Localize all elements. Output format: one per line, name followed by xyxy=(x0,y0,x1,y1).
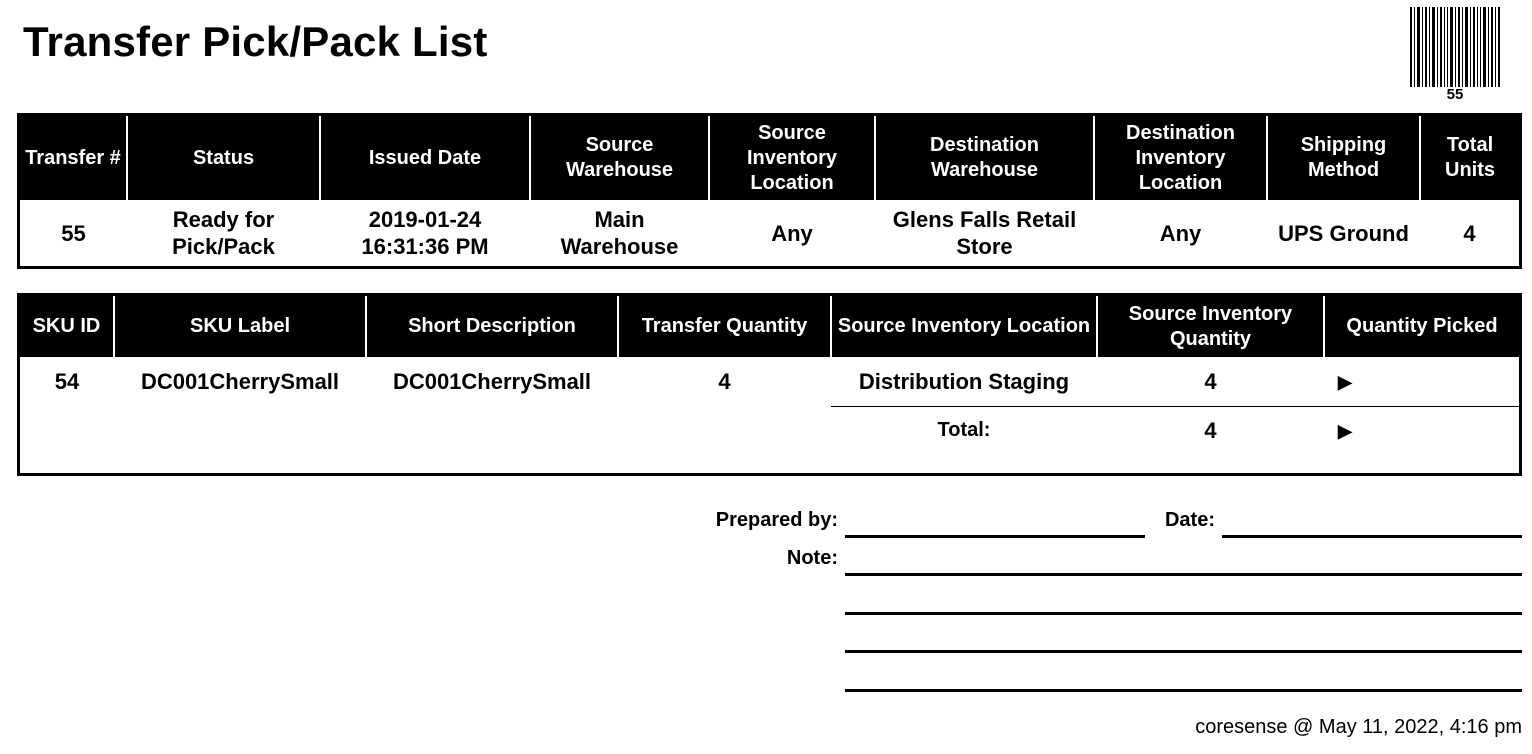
col-source-inventory-location: Source Inventory Location xyxy=(831,296,1097,357)
col-source-inventory-quantity: Source Inventory Quantity xyxy=(1097,296,1324,357)
table-row xyxy=(20,357,1519,407)
source-warehouse-value: Main Warehouse xyxy=(560,207,679,259)
note-line[interactable] xyxy=(845,689,1522,692)
col-transfer-quantity: Transfer Quantity xyxy=(618,296,831,357)
sku-id-value: 54 xyxy=(54,369,80,395)
col-shipping-method: Shipping Method xyxy=(1267,116,1420,200)
total-label: Total: xyxy=(937,419,991,441)
items-table xyxy=(17,293,1522,476)
date-label: Date: xyxy=(1164,509,1215,531)
transfer-header-row xyxy=(20,116,1519,200)
barcode-bars xyxy=(1409,7,1501,87)
col-destination-warehouse: Destination Warehouse xyxy=(875,116,1094,200)
total-units-value: 4 xyxy=(1463,220,1476,246)
shipping-method-value: UPS Ground xyxy=(1278,220,1409,246)
col-issued-date: Issued Date xyxy=(320,116,530,200)
col-sku-id: SKU ID xyxy=(20,296,114,357)
barcode-number: 55 xyxy=(1446,86,1464,103)
destination-warehouse-value: Glens Falls Retail Store xyxy=(892,207,1077,259)
source-location-value: Any xyxy=(771,220,813,246)
page-title: Transfer Pick/Pack List xyxy=(23,18,488,65)
transfer-no-value: 55 xyxy=(61,220,86,246)
note-line[interactable] xyxy=(845,650,1522,653)
col-source-warehouse: Source Warehouse xyxy=(530,116,709,200)
total-picked-cell[interactable] xyxy=(1324,407,1519,455)
source-location-value: Distribution Staging xyxy=(831,357,1097,407)
transfer-summary-table xyxy=(17,113,1522,269)
prepared-by-line[interactable] xyxy=(845,535,1145,538)
col-transfer-no: Transfer # xyxy=(20,116,127,200)
note-line[interactable] xyxy=(845,612,1522,615)
items-header-row xyxy=(20,296,1519,357)
note-label: Note: xyxy=(786,547,838,569)
source-quantity-value: 4 xyxy=(1097,357,1324,407)
col-total-units: Total Units xyxy=(1420,116,1519,200)
prepared-by-label: Prepared by: xyxy=(715,509,838,531)
total-quantity-value: 4 xyxy=(1204,418,1217,443)
footer-stamp: coresense @ May 11, 2022, 4:16 pm xyxy=(1195,716,1522,738)
barcode xyxy=(1409,7,1501,105)
total-row xyxy=(20,407,1519,455)
caret-right-icon: ▶ xyxy=(1338,421,1352,441)
short-description-value: DC001CherrySmall xyxy=(392,369,592,395)
issued-date-value: 2019-01-24 16:31:36 PM xyxy=(361,207,489,259)
col-status: Status xyxy=(127,116,320,200)
note-line[interactable] xyxy=(845,573,1522,576)
col-source-location: Source Inventory Location xyxy=(709,116,875,200)
col-quantity-picked: Quantity Picked xyxy=(1324,296,1519,357)
col-short-description: Short Description xyxy=(366,296,618,357)
date-line[interactable] xyxy=(1222,535,1522,538)
transfer-quantity-value: 4 xyxy=(718,369,731,395)
status-value: Ready for Pick/Pack xyxy=(172,207,275,259)
col-sku-label: SKU Label xyxy=(114,296,366,357)
caret-right-icon: ▶ xyxy=(1338,372,1352,392)
quantity-picked-cell[interactable] xyxy=(1324,357,1519,407)
table-row xyxy=(20,200,1519,266)
destination-location-value: Any xyxy=(1159,220,1202,246)
sku-label-value: DC001CherrySmall xyxy=(140,369,340,395)
col-destination-location: Destination Inventory Location xyxy=(1094,116,1267,200)
